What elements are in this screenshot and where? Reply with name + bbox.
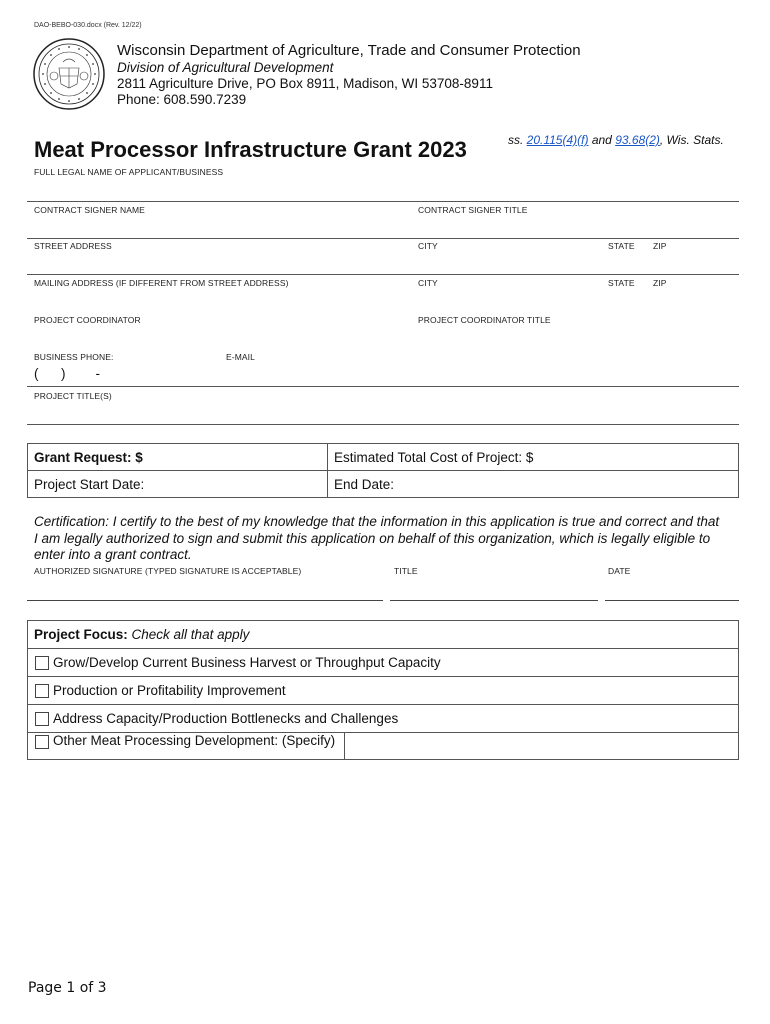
contract-signer-name-label: CONTRACT SIGNER NAME [34,205,145,215]
project-titles-field[interactable] [27,424,739,425]
statute-link-2[interactable]: 93.68(2) [615,133,660,147]
street-address-label: STREET ADDRESS [34,241,112,251]
focus-option-row [28,677,738,705]
signature-title-label: TITLE [394,566,418,576]
agency-phone: Phone: 608.590.7239 [117,92,247,107]
page-number: Page 1 of 3 [28,980,107,996]
mailing-city-label: CITY [418,278,438,288]
focus-option-row-other [28,733,738,759]
focus-option-label: Production or Profitability Improvement [53,683,286,698]
focus-option-row [28,705,738,733]
agency-name: Wisconsin Department of Agriculture, Trade and Consumer Protection [117,42,581,59]
statute-and: and [588,133,616,147]
agency-division: Division of Agricultural Development [117,60,334,75]
statute-suffix: , Wis. Stats. [659,133,724,147]
phone-email-field-line[interactable] [27,386,739,387]
mailing-zip-label: ZIP [653,278,667,288]
form-title: Meat Processor Infrastructure Grant 2023 [34,137,467,162]
signature-title-field[interactable] [390,600,598,601]
project-focus-header [28,621,738,649]
other-specify-field[interactable] [344,733,738,759]
full-legal-name-label: FULL LEGAL NAME OF APPLICANT/BUSINESS [34,167,224,177]
signature-label: AUTHORIZED SIGNATURE (TYPED SIGNATURE IS ACCEPTABLE) [34,566,302,576]
focus-checkbox[interactable] [35,684,49,698]
grant-table [27,443,739,498]
state-label: STATE [608,241,635,251]
end-date-cell[interactable]: End Date: [328,471,739,498]
start-date-cell[interactable]: Project Start Date: [28,471,328,498]
wisconsin-seal-logo [33,38,105,110]
email-label: E-MAIL [226,352,255,362]
contract-signer-title-label: CONTRACT SIGNER TITLE [418,205,528,215]
focus-checkbox[interactable] [35,712,49,726]
statute-link-1[interactable]: 20.115(4)(f) [526,133,589,147]
grant-request-cell[interactable]: Grant Request: $ [28,444,328,471]
project-coordinator-label: PROJECT COORDINATOR [34,315,141,325]
focus-checkbox[interactable] [35,656,49,670]
project-coordinator-title-label: PROJECT COORDINATOR TITLE [418,315,551,325]
statute-reference [508,133,724,147]
project-focus-hint: Check all that apply [127,627,250,642]
project-focus-title: Project Focus: [34,627,128,642]
signature-date-label: DATE [608,566,631,576]
project-focus-table [27,620,739,760]
document-code: DAO-BEBO-030.docx (Rev. 12/22) [34,22,142,29]
mailing-address-label: MAILING ADDRESS (IF DIFFERENT FROM STREET ADDRESS) [34,278,289,288]
contract-signer-field[interactable] [27,238,739,239]
signature-date-field[interactable] [605,600,739,601]
focus-option-label: Other Meat Processing Development: (Specify) [53,733,336,748]
focus-option-row [28,649,738,677]
full-legal-name-field[interactable] [27,201,739,202]
business-phone-label: BUSINESS PHONE: [34,352,114,362]
certification-text: Certification: I certify to the best of my knowledge that the information in this application is true and correct and that I am legally authorized to sign and submit this application on behalf of this organization, which is legally eligible to enter into a grant contract. [34,514,720,562]
city-label: CITY [418,241,438,251]
project-titles-label: PROJECT TITLE(S) [34,391,112,401]
mailing-state-label: STATE [608,278,635,288]
estimated-cost-cell[interactable]: Estimated Total Cost of Project: $ [328,444,739,471]
focus-option-label: Grow/Develop Current Business Harvest or Throughput Capacity [53,655,441,670]
focus-checkbox[interactable] [35,735,49,749]
signature-field[interactable] [27,600,383,601]
business-phone-field[interactable]: ( ) - [34,366,100,381]
street-address-field[interactable] [27,274,739,275]
statute-prefix: ss. [508,133,527,147]
agency-address: 2811 Agriculture Drive, PO Box 8911, Madison, WI 53708-8911 [117,76,493,91]
focus-option-label: Address Capacity/Production Bottlenecks and Challenges [53,711,399,726]
zip-label: ZIP [653,241,667,251]
